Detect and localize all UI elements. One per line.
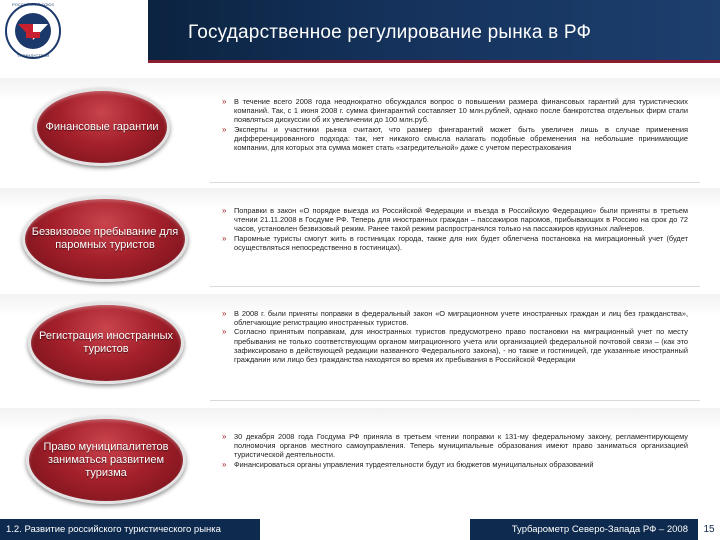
- rst-logo-icon: [4, 2, 62, 60]
- section-bullets-ferry: [222, 206, 688, 252]
- section-bullets-financial: [222, 97, 688, 152]
- list-item: » Эксперты и участники рынка считают, что размер фингарантий может быть увеличен лишь в случае применения дифференцированного подхода: так, нет никакого смысла налагать подобные обременения на небольшие принимающие компании, для которых эта сумма может стать «загредительной» даже с учетом перестрахования: [222, 124, 688, 153]
- bullet-icon: »: [222, 459, 227, 469]
- section-divider: [210, 400, 700, 401]
- list-item: » Поправки в закон «О порядке выезда из Российской Федерации и въезда в Российскую Федерацию» были приняты в третьем чтении 21.11.2008 в Госдуме РФ. Теперь для иностранных граждан – пассажиров паромов, прибывающих в Россию на срок до 72 часов, установлен безвизовый режим. Ранее такой режим распространялся только на пассажиров круизных лайнеров.: [222, 206, 688, 234]
- bullet-icon: »: [222, 233, 227, 243]
- footer-report-title: [470, 519, 698, 540]
- section-divider: [210, 286, 700, 287]
- section-bullets-municipal: [222, 432, 688, 469]
- list-item: » Паромные туристы смогут жить в гостиницах города, также для них будет облегчена постановка на миграционный учет (будет осуществляться непосредственно в гостиницах).: [222, 233, 688, 252]
- bullet-icon: »: [222, 309, 227, 318]
- page-title: Государственное регулирование рынка в РФ: [188, 22, 592, 43]
- section-label-text: Финансовые гарантии: [45, 120, 159, 133]
- section-label-tourist-registration: [28, 302, 184, 384]
- list-item: » 30 декабря 2008 года Госдума РФ приняла в третьем чтении поправки к 131-му федеральному закону, регламентирующему полномочия органов местного самоуправления. Теперь муниципальные образования имеют право заниматься организацией туристической деятельности.: [222, 432, 688, 460]
- footer-left-text: 1.2. Развитие российского туристического рынка: [6, 524, 221, 535]
- list-item: » В 2008 г. были приняты поправки в федеральный закон «О миграционном учете иностранных граждан и лиц без гражданства», облегчающие регистрацию иностранных туристов.: [222, 309, 688, 328]
- section-label-text: Безвизовое пребывание для паромных туристов: [31, 226, 179, 251]
- list-item: » Финансироваться органы управления турдеятельности будут из бюджетов муниципальных образований: [222, 459, 594, 469]
- bullet-icon: »: [222, 124, 227, 134]
- bullet-icon: »: [222, 327, 227, 337]
- section-label-municipal-rights: [26, 416, 186, 504]
- section-divider: [210, 182, 700, 183]
- footer-right-text: Турбарометр Северо-Запада РФ – 2008: [511, 524, 688, 535]
- list-item: » Согласно принятым поправкам, для иностранных туристов предусмотрено право постановки на миграционный учет по месту пребывания не только соответствующим органом миграционного учета или организацией федеральной почтовой связи – (как это зафиксировано в действующей редакции названного Федерального закона), - но также и гостиницей, где указанные иностранный гражданин или лицо без гражданства находятся во время их пребывания в Российской Федерации: [222, 327, 688, 365]
- section-label-text: Право муниципалитетов заниматься развитием туризма: [43, 440, 169, 479]
- bullet-icon: »: [222, 97, 227, 106]
- header-rule: [148, 60, 720, 63]
- section-label-visa-free-ferry: [22, 196, 188, 282]
- bullet-icon: »: [222, 206, 227, 215]
- logo-text-bottom: ТУРИНДУСТРИИ: [16, 53, 50, 58]
- section-label-financial-guarantees: [34, 88, 170, 166]
- header-bar: [148, 0, 720, 60]
- list-item: » В течение всего 2008 года неоднократно обсуждался вопрос о повышении размера финансовых гарантий для туристических компаний. Так, с 1 июня 2008 г. сумма фингарантий составляет 10 млн.рублей, однако после банкротства отдельных фирм стали появляться дискуссии об их увеличении до 100 млн.руб.: [222, 97, 688, 125]
- page-number: 15: [703, 524, 715, 535]
- logo-text-top: РОССИЙСКИЙ СОЮЗ: [12, 2, 54, 7]
- section-label-text: Регистрация иностранных туристов: [38, 330, 174, 355]
- bullet-icon: »: [222, 432, 227, 441]
- footer-section-title: [0, 519, 260, 540]
- section-bullets-registration: [222, 309, 688, 364]
